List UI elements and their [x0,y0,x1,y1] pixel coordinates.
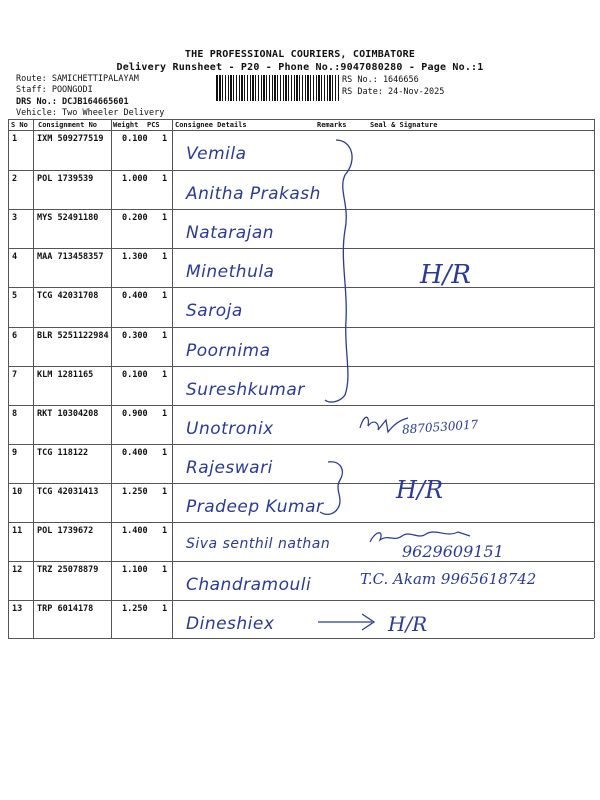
page-title: THE PROFESSIONAL COURIERS, COIMBATORE [184,49,416,60]
row-consignment-no: IXM 509277519 [37,134,104,144]
row-weight: 0.400 [122,291,148,301]
row-consignment-no: TCG 42031413 [37,487,99,497]
row-sno: 11 [12,526,23,536]
row-pcs: 1 [162,174,168,184]
row-consignee-handwritten: Vemila [186,144,247,164]
col-sno: S No [11,121,28,129]
remark-hr-2: H/R [396,476,444,504]
row-pcs: 1 [162,252,168,262]
row-consignment-no: TRZ 25078879 [37,565,99,575]
row-sno: 6 [12,331,18,341]
row-pcs: 1 [162,331,168,341]
row-consignment-no: TCG 42031708 [37,291,99,301]
col-consignee: Consignee Details [175,121,247,129]
row-consignment-no: MYS 52491180 [37,213,99,223]
remark-hr-3: H/R [388,612,428,636]
row-consignee-handwritten: Unotronix [186,419,274,439]
route-label: Route: SAMICHETTIPALAYAM [16,74,139,84]
staff-label: Staff: POONGODI [16,85,93,95]
row-weight: 1.250 [122,487,148,497]
row-pcs: 1 [162,487,168,497]
row-pcs: 1 [162,291,168,301]
rs-date: RS Date: 24-Nov-2025 [342,87,445,97]
row-consignment-no: KLM 1281165 [37,370,94,380]
row-weight: 1.300 [122,252,148,262]
row-consignee-handwritten: Pradeep Kumar [186,497,324,517]
row-pcs: 1 [162,370,168,380]
row-pcs: 1 [162,565,168,575]
row-consignment-no: POL 1739672 [37,526,94,536]
row-weight: 0.100 [122,134,148,144]
row-pcs: 1 [162,213,168,223]
row-sno: 12 [12,565,23,575]
row-weight: 0.300 [122,331,148,341]
row-sno: 10 [12,487,23,497]
row-pcs: 1 [162,448,168,458]
phone-row-8: 8870530017 [401,417,479,437]
row-consignee-handwritten: Saroja [186,301,243,321]
row-consignment-no: MAA 713458357 [37,252,104,262]
row-consignee-handwritten: Sureshkumar [186,380,305,400]
row-pcs: 1 [162,409,168,419]
row-consignee-handwritten: Dineshiex [186,614,275,634]
row-weight: 0.900 [122,409,148,419]
row-pcs: 1 [162,134,168,144]
row-consignee-handwritten: Chandramouli [186,575,312,595]
row-consignment-no: TRP 6014178 [37,604,94,614]
drs-label: DRS No.: DCJB164665601 [16,97,129,107]
row-pcs: 1 [162,604,168,614]
row-weight: 1.400 [122,526,148,536]
row-sno: 2 [12,174,18,184]
row-sno: 8 [12,409,18,419]
row-consignee-handwritten: Rajeswari [186,458,273,478]
row-consignment-no: BLR 5251122984 [37,331,109,341]
row-sno: 7 [12,370,18,380]
vehicle-label: Vehicle: Two Wheeler Delivery [16,108,165,118]
row-sno: 13 [12,604,23,614]
runsheet-subtitle: Delivery Runsheet - P20 - Phone No.:9047080280 - Page No.:1 [116,62,484,73]
row-weight: 0.100 [122,370,148,380]
row-sno: 5 [12,291,18,301]
col-remarks: Remarks [317,121,347,129]
col-seal: Seal & Signature [370,121,438,129]
col-consignment: Consignment No [38,121,98,129]
row-weight: 1.000 [122,174,148,184]
row-sno: 4 [12,252,18,262]
signature-row-12: T.C. Akam 9965618742 [360,570,537,588]
row-pcs: 1 [162,526,168,536]
row-weight: 1.250 [122,604,148,614]
row-consignment-no: RKT 10304208 [37,409,99,419]
rs-number: RS No.: 1646656 [342,75,419,85]
remark-hr-1: H/R [420,260,472,290]
row-weight: 0.400 [122,448,148,458]
col-pcs: PCS [147,121,160,129]
row-weight: 1.100 [122,565,148,575]
row-consignee-handwritten: Minethula [186,262,275,282]
row-consignee-handwritten: Anitha Prakash [186,184,321,204]
row-weight: 0.200 [122,213,148,223]
row-consignee-handwritten: Siva senthil nathan [186,536,331,552]
row-sno: 1 [12,134,18,144]
phone-row-11: 9629609151 [402,542,504,561]
row-sno: 9 [12,448,18,458]
row-consignee-handwritten: Natarajan [186,223,275,243]
row-sno: 3 [12,213,18,223]
row-consignment-no: POL 1739539 [37,174,94,184]
row-consignment-no: TCG 118122 [37,448,89,458]
col-weight: Weight [113,121,139,129]
row-consignee-handwritten: Poornima [186,341,271,361]
